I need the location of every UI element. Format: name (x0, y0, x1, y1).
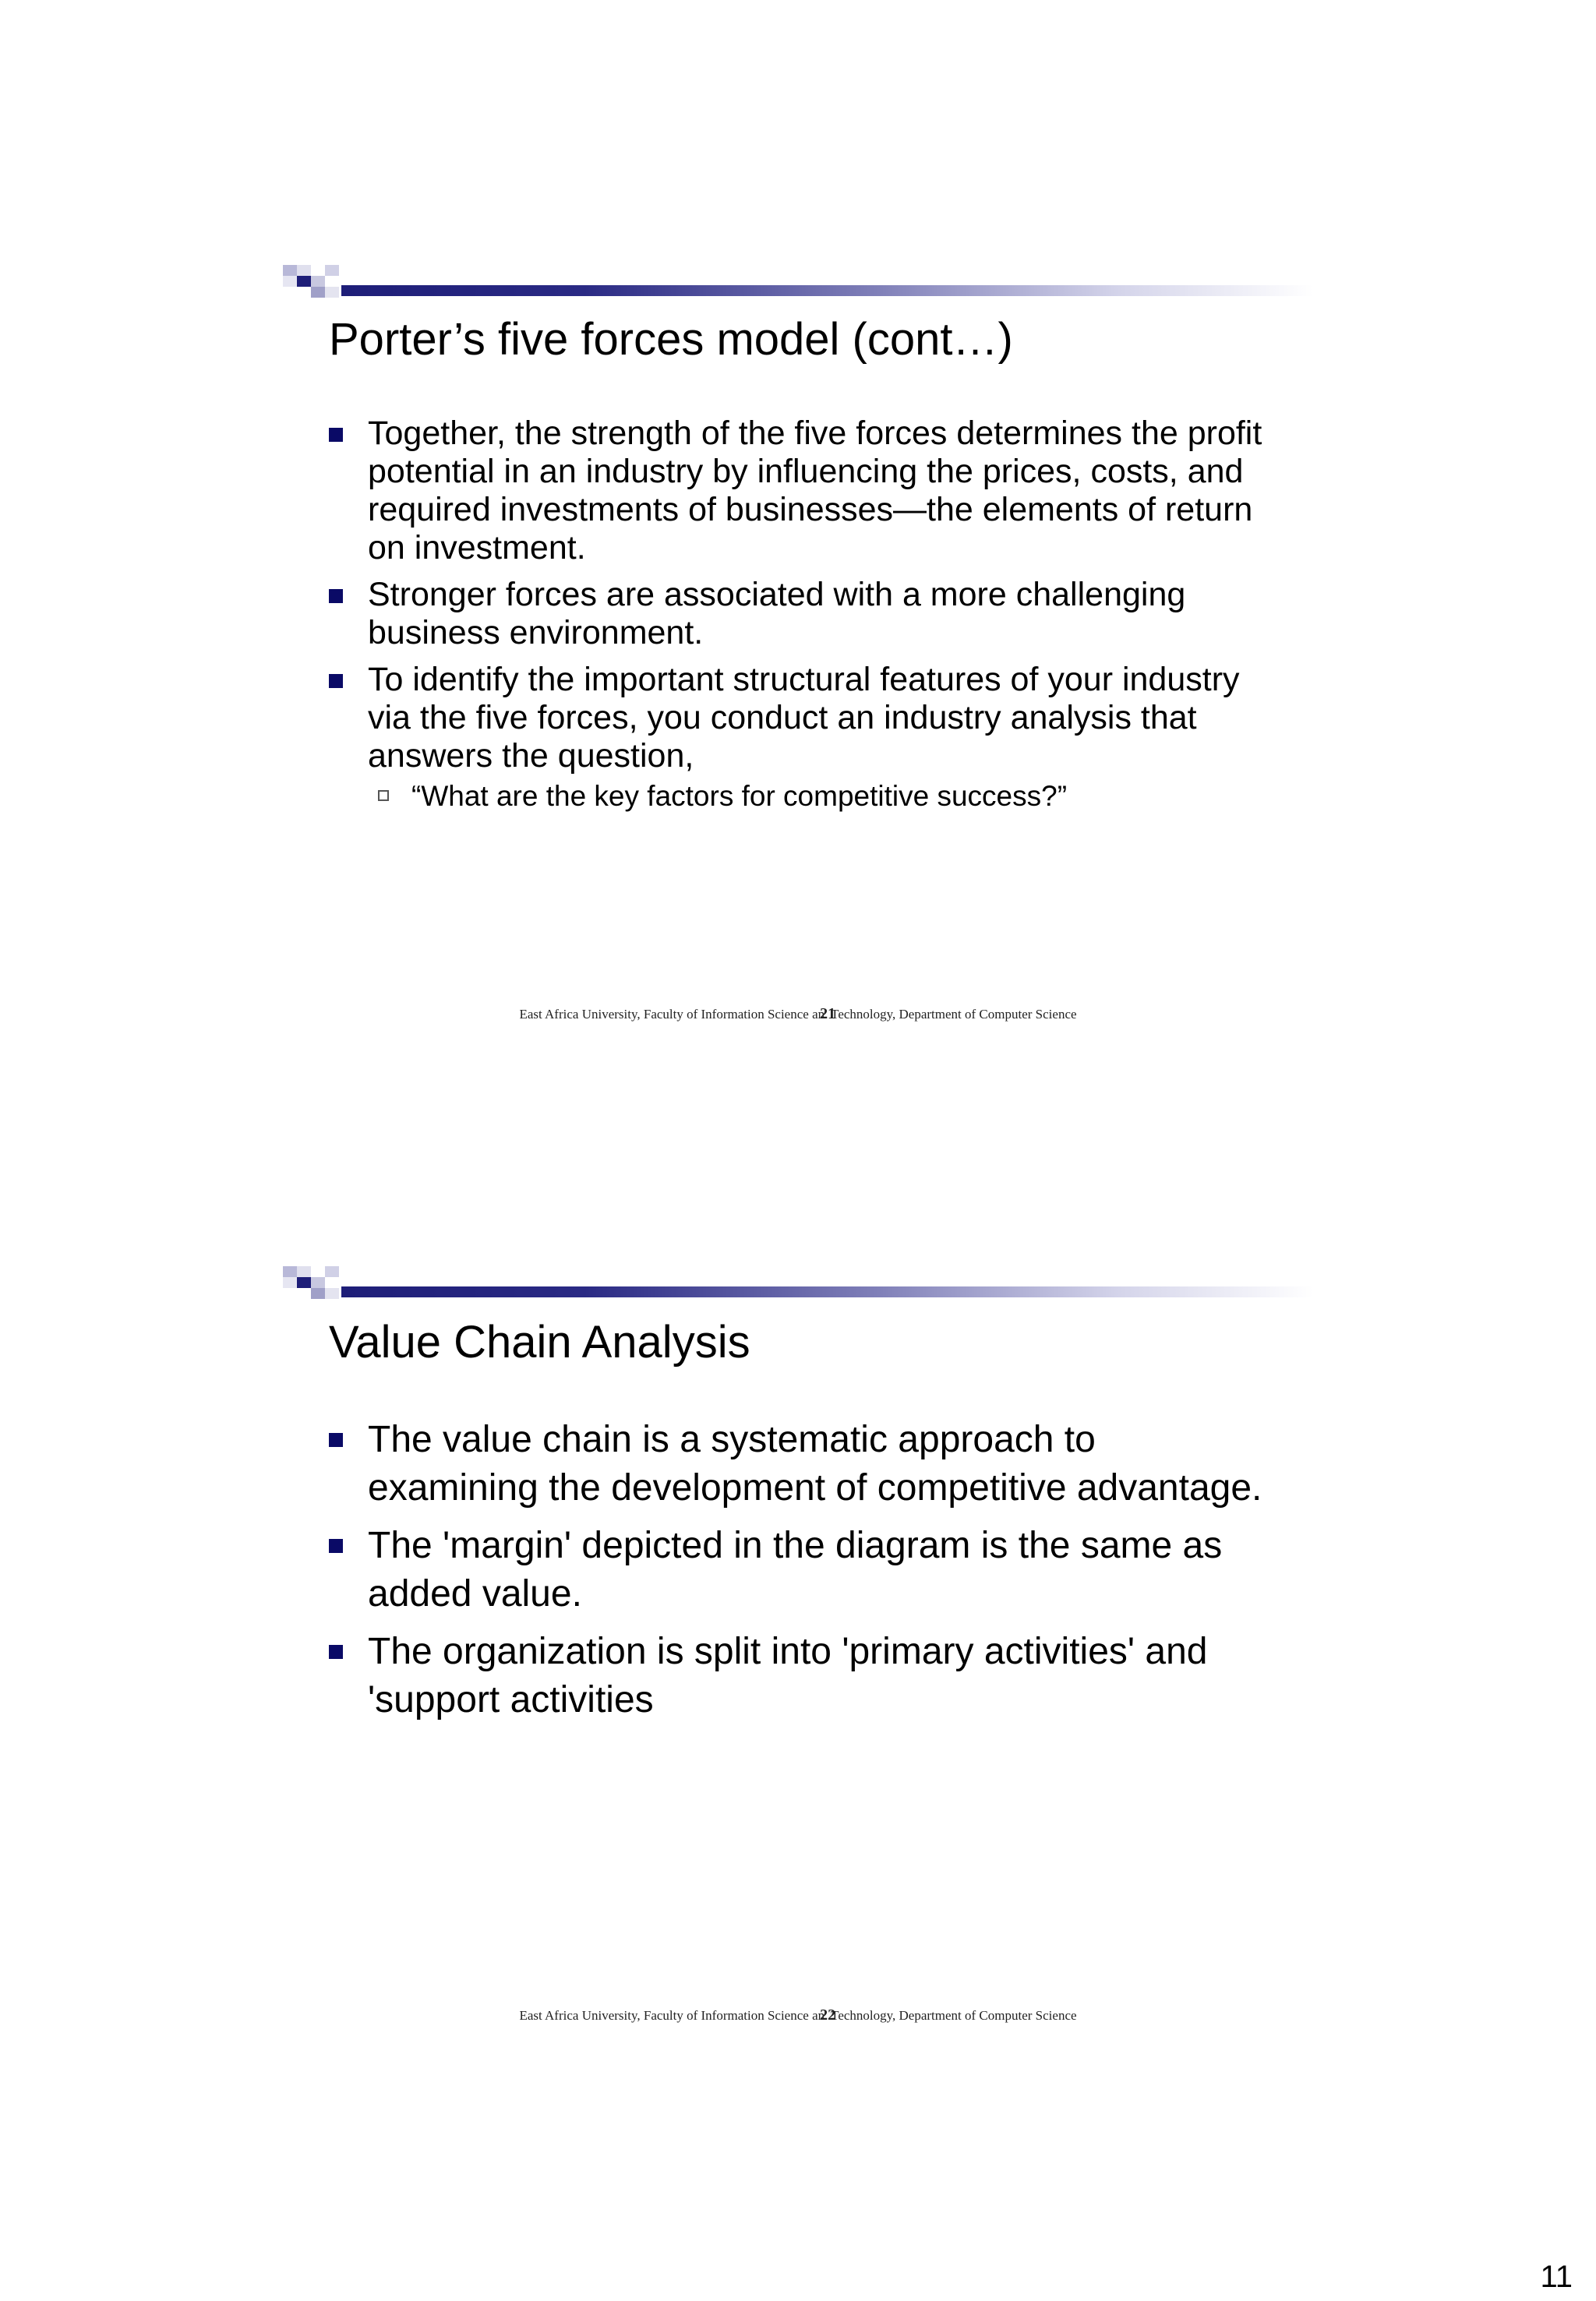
footer-text-right: Technology, Department of Computer Science (831, 2008, 1077, 2023)
bullet-text: The 'margin' depicted in the diagram is the same as added value. (368, 1525, 1223, 1615)
bullet-item (329, 576, 1264, 652)
header-square (325, 1288, 339, 1299)
header-square (297, 1277, 311, 1288)
header-square (283, 1266, 297, 1277)
footer-text-right: Technology, Department of Computer Science (831, 1007, 1077, 1022)
header-square (311, 276, 325, 287)
slide-22 (283, 1251, 1313, 2077)
slide-header-bar (283, 1266, 1313, 1304)
header-square (311, 287, 325, 298)
bullet-item (329, 661, 1264, 775)
square-bullet-icon (329, 674, 343, 688)
bullet-text: Together, the strength of the five forces determines the profit potential in an industry by influencing the prices, costs, and required investments of businesses—the elements of return on investment. (368, 415, 1262, 566)
bullet-item (329, 1522, 1264, 1618)
sub-bullet-text: “What are the key factors for competitive success?” (411, 780, 1068, 812)
bullet-list (329, 415, 1264, 813)
sub-bullet-item (329, 779, 1264, 813)
header-square (325, 265, 339, 276)
square-bullet-icon (329, 428, 343, 442)
header-square (283, 265, 297, 276)
square-bullet-icon (329, 1645, 343, 1659)
slide-title: Value Chain Analysis (329, 1317, 750, 1368)
bullet-item (329, 1416, 1264, 1512)
square-bullet-icon (329, 589, 343, 603)
bullet-text: The value chain is a systematic approach to examining the development of competitive advantage. (368, 1419, 1262, 1509)
footer-text-left: East Africa University, Faculty of Information Science an (519, 1007, 825, 1022)
slide-footer (283, 2006, 1313, 2024)
header-square (297, 1266, 311, 1277)
slide-21 (283, 249, 1313, 1075)
bullet-text: Stronger forces are associated with a more challenging business environment. (368, 576, 1186, 651)
header-gradient-strip (341, 1286, 1313, 1297)
bullet-list (329, 1416, 1264, 1734)
header-square (297, 276, 311, 287)
footer-text-left: East Africa University, Faculty of Information Science an (519, 2008, 825, 2023)
bullet-item (329, 1628, 1264, 1724)
header-square (325, 287, 339, 298)
hollow-square-bullet-icon (378, 790, 389, 801)
page-number: 11 (1540, 2260, 1573, 2294)
slide-number: 21 (820, 1005, 836, 1022)
header-square (283, 276, 297, 287)
slide-footer (283, 1005, 1313, 1023)
header-square (311, 1288, 325, 1299)
header-square (283, 1277, 297, 1288)
header-square (325, 1266, 339, 1277)
header-gradient-strip (341, 285, 1313, 296)
square-bullet-icon (329, 1433, 343, 1447)
slide-title: Porter’s five forces model (cont…) (329, 314, 1013, 365)
square-bullet-icon (329, 1539, 343, 1553)
bullet-text: To identify the important structural features of your industry via the five forces, you conduct an industry analysis that answers the question, (368, 661, 1240, 775)
header-square (311, 1277, 325, 1288)
slide-number: 22 (820, 2006, 836, 2024)
slide-header-bar (283, 265, 1313, 302)
header-square (297, 265, 311, 276)
bullet-item (329, 415, 1264, 567)
bullet-text: The organization is split into 'primary activities' and 'support activities (368, 1631, 1208, 1720)
